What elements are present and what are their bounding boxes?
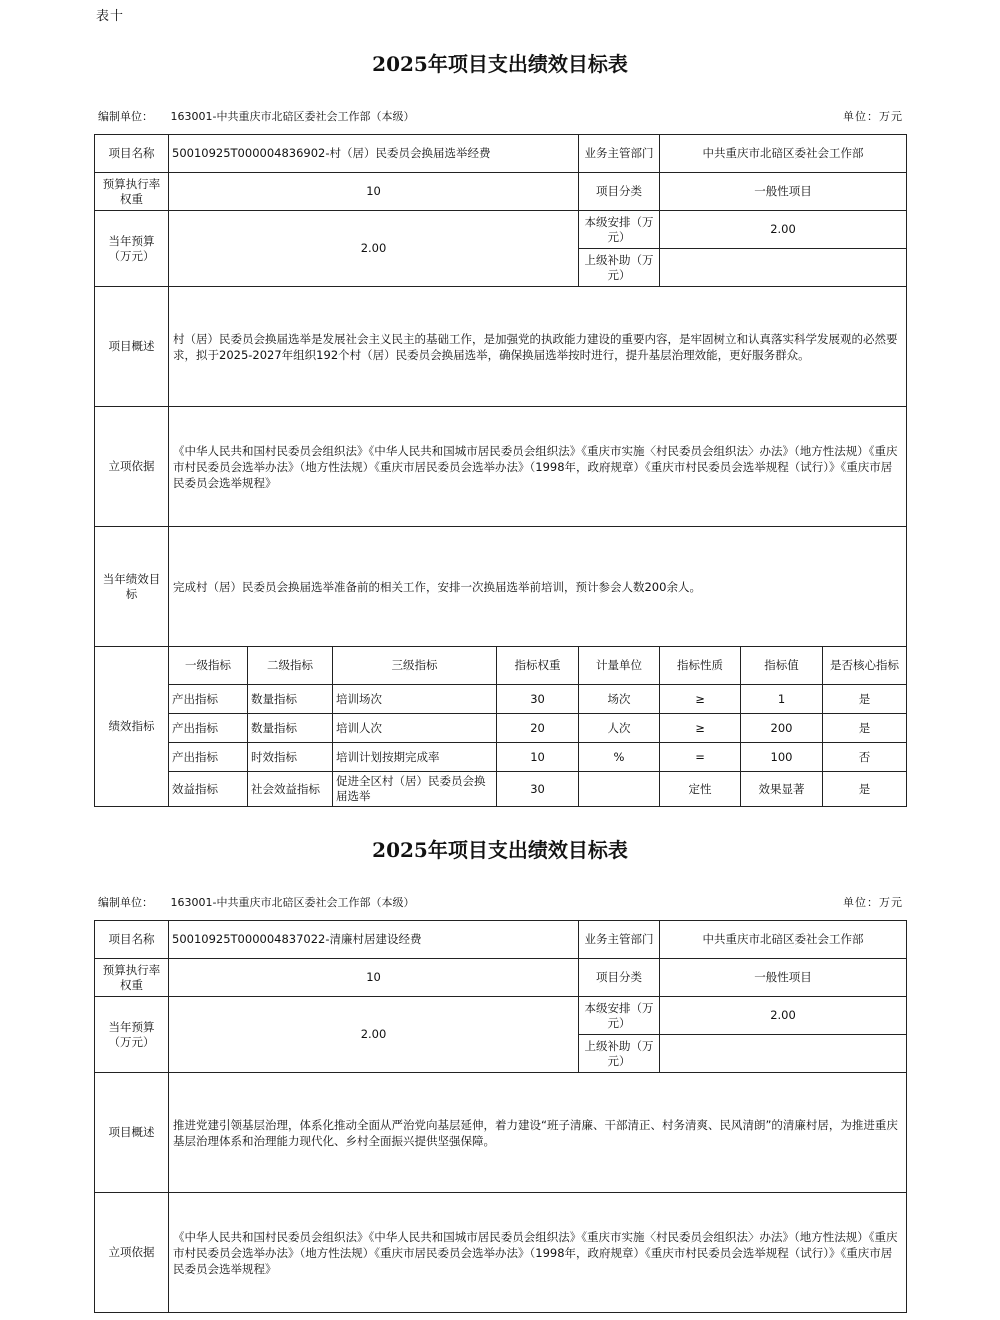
- currency-unit: 单位：万元: [843, 110, 903, 123]
- indicator-weight: 10: [497, 743, 579, 772]
- indicator-level2: 时效指标: [248, 743, 333, 772]
- indicator-core: 否: [823, 743, 907, 772]
- budget-value: 2.00: [169, 997, 579, 1073]
- overview-text: 村（居）民委员会换届选举是发展社会主义民主的基础工作，是加强党的执政能力建设的重要内容，是牢固树立和认真落实科学发展观的必然要求，拟于2025-2027年组织192个村（居）民委员会换届选举，确保换届选举按时进行，提升基层治理效能，更好服务群众。: [169, 287, 907, 407]
- weight-label: 预算执行率权重: [95, 959, 169, 997]
- upper-subsidy-label: 上级补助（万元）: [579, 249, 660, 287]
- compiling-unit-label: 编制单位：: [98, 896, 153, 909]
- basis-text: 《中华人民共和国村民委员会组织法》《中华人民共和国城市居民委员会组织法》《重庆市实施〈村民委员会组织法〉办法》（地方性法规）《重庆市村民委员会选举办法》（地方性法规）《重庆市居民委员会选举办法》（1998年，政府规章）《重庆市村民委员会选举规程（试行）》《重庆市居民委员会选举规程》: [169, 407, 907, 527]
- basis-label: 立项依据: [95, 1193, 169, 1313]
- project-name-label: 项目名称: [95, 135, 169, 173]
- category-label: 项目分类: [579, 173, 660, 211]
- own-funds-label: 本级安排（万元）: [579, 997, 660, 1035]
- indicator-nature: 定性: [660, 772, 741, 807]
- dept-value: 中共重庆市北碚区委社会工作部: [660, 135, 907, 173]
- indicator-unit: 场次: [579, 685, 660, 714]
- dept-label: 业务主管部门: [579, 135, 660, 173]
- header-level2: 二级指标: [248, 647, 333, 685]
- budget-label: 当年预算（万元）: [95, 997, 169, 1073]
- indicator-unit: [579, 772, 660, 807]
- indicator-nature: ≥: [660, 685, 741, 714]
- table-row: [95, 743, 907, 772]
- own-funds-label: 本级安排（万元）: [579, 211, 660, 249]
- document-tag: 表十: [96, 9, 125, 24]
- overview-label: 项目概述: [95, 1073, 169, 1193]
- upper-subsidy-value: [660, 249, 907, 287]
- indicator-weight: 20: [497, 714, 579, 743]
- indicator-nature: =: [660, 743, 741, 772]
- budget-value: 2.00: [169, 211, 579, 287]
- indicator-unit: 人次: [579, 714, 660, 743]
- indicator-weight: 30: [497, 685, 579, 714]
- weight-value: 10: [169, 173, 579, 211]
- indicator-value: 效果显著: [741, 772, 823, 807]
- indicator-level3: 促进全区村（居）民委员会换届选举: [333, 772, 497, 807]
- overview-text: 推进党建引领基层治理，体系化推动全面从严治党向基层延伸，着力建设“班子清廉、干部清正、村务清爽、民风清朗”的清廉村居，为推进重庆基层治理体系和治理能力现代化、乡村全面振兴提供坚强保障。: [169, 1073, 907, 1193]
- indicator-core: 是: [823, 714, 907, 743]
- category-value: 一般性项目: [660, 959, 907, 997]
- dept-label: 业务主管部门: [579, 921, 660, 959]
- own-funds-value: 2.00: [660, 997, 907, 1035]
- project-name-label: 项目名称: [95, 921, 169, 959]
- indicator-level2: 数量指标: [248, 685, 333, 714]
- upper-subsidy-value: [660, 1035, 907, 1073]
- compiling-unit-value: 163001-中共重庆市北碚区委社会工作部（本级）: [170, 896, 415, 909]
- indicator-level1: 产出指标: [169, 685, 248, 714]
- category-value: 一般性项目: [660, 173, 907, 211]
- performance-table: [94, 920, 907, 1313]
- compiling-unit-label: 编制单位：: [98, 110, 153, 123]
- overview-label: 项目概述: [95, 287, 169, 407]
- indicator-core: 是: [823, 685, 907, 714]
- header-core: 是否核心指标: [823, 647, 907, 685]
- compiling-unit: [98, 108, 414, 124]
- indicator-nature: ≥: [660, 714, 741, 743]
- compiling-unit: [98, 894, 414, 910]
- weight-value: 10: [169, 959, 579, 997]
- indicator-level2: 数量指标: [248, 714, 333, 743]
- compiling-unit-value: 163001-中共重庆市北碚区委社会工作部（本级）: [170, 110, 415, 123]
- indicator-level3: 培训计划按期完成率: [333, 743, 497, 772]
- indicator-core: 是: [823, 772, 907, 807]
- annual-goal-text: 完成村（居）民委员会换届选举准备前的相关工作，安排一次换届选举前培训，预计参会人数200余人。: [169, 527, 907, 647]
- performance-table: [94, 134, 907, 807]
- project-name-value: 50010925T000004836902-村（居）民委员会换届选举经费: [169, 135, 579, 173]
- header-level1: 一级指标: [169, 647, 248, 685]
- header-weight: 指标权重: [497, 647, 579, 685]
- indicator-unit: %: [579, 743, 660, 772]
- indicator-level1: 效益指标: [169, 772, 248, 807]
- annual-goal-label: 当年绩效目标: [95, 527, 169, 647]
- indicator-weight: 30: [497, 772, 579, 807]
- indicator-level1: 产出指标: [169, 743, 248, 772]
- indicator-value: 200: [741, 714, 823, 743]
- indicator-value: 1: [741, 685, 823, 714]
- dept-value: 中共重庆市北碚区委社会工作部: [660, 921, 907, 959]
- indicator-level3: 培训场次: [333, 685, 497, 714]
- header-unit: 计量单位: [579, 647, 660, 685]
- indicator-value: 100: [741, 743, 823, 772]
- table-row: [95, 714, 907, 743]
- currency-unit: 单位：万元: [843, 896, 903, 909]
- own-funds-value: 2.00: [660, 211, 907, 249]
- form-title: 2025年项目支出绩效目标表: [372, 838, 628, 862]
- table-row: [95, 772, 907, 807]
- indicator-level3: 培训人次: [333, 714, 497, 743]
- upper-subsidy-label: 上级补助（万元）: [579, 1035, 660, 1073]
- weight-label: 预算执行率权重: [95, 173, 169, 211]
- header-value: 指标值: [741, 647, 823, 685]
- budget-label: 当年预算（万元）: [95, 211, 169, 287]
- basis-text: 《中华人民共和国村民委员会组织法》《中华人民共和国城市居民委员会组织法》《重庆市实施〈村民委员会组织法〉办法》（地方性法规）《重庆市村民委员会选举办法》（地方性法规）《重庆市居民委员会选举办法》（1998年，政府规章）《重庆市村民委员会选举规程（试行）》《重庆市居民委员会选举规程》: [169, 1193, 907, 1313]
- category-label: 项目分类: [579, 959, 660, 997]
- indicator-label: 绩效指标: [95, 647, 169, 807]
- header-nature: 指标性质: [660, 647, 741, 685]
- indicator-level2: 社会效益指标: [248, 772, 333, 807]
- table-row: [95, 685, 907, 714]
- indicator-level1: 产出指标: [169, 714, 248, 743]
- project-name-value: 50010925T000004837022-清廉村居建设经费: [169, 921, 579, 959]
- form-title: 2025年项目支出绩效目标表: [372, 52, 628, 76]
- header-level3: 三级指标: [333, 647, 497, 685]
- basis-label: 立项依据: [95, 407, 169, 527]
